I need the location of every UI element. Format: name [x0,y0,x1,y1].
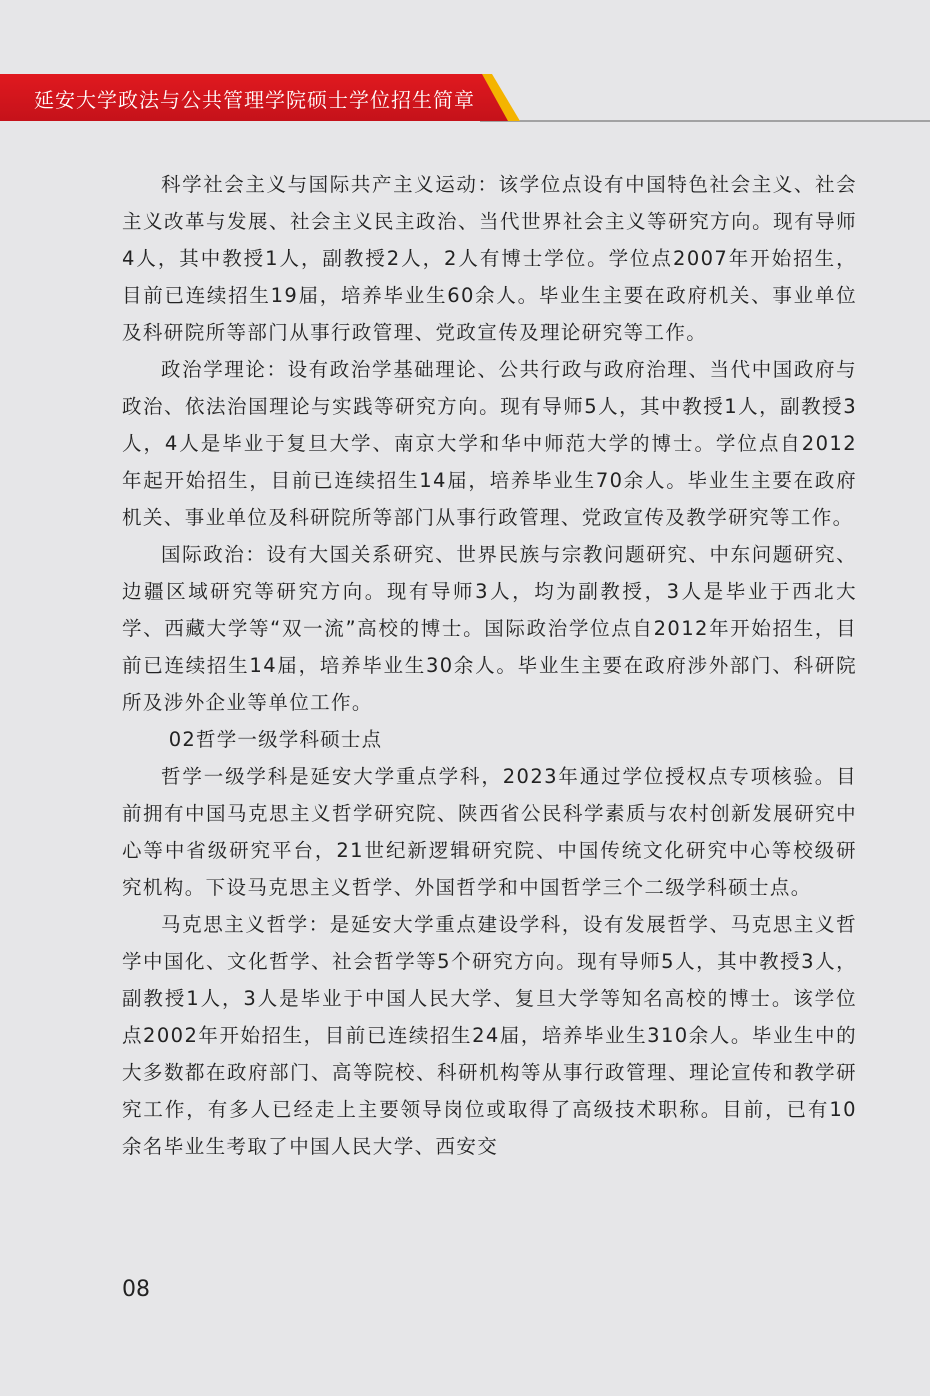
page-number: 08 [122,1277,150,1302]
paragraph-philosophy-overview: 哲学一级学科是延安大学重点学科，2023年通过学位授权点专项核验。目前拥有中国马克思主义哲学研究院、陕西省公民科学素质与农村创新发展研究中心等中省级研究平台，21世纪新逻辑研究院、中国传统文化研究中心等校级研究机构。下设马克思主义哲学、外国哲学和中国哲学三个二级学科硕士点。 [122,765,857,899]
paragraph-international-politics: 国际政治：设有大国关系研究、世界民族与宗教问题研究、中东问题研究、边疆区域研究等研究方向。现有导师3人，均为副教授，3人是毕业于西北大学、西藏大学等“双一流”高校的博士。国际政治学位点自2012年开始招生，目前已连续招生14届，培养毕业生30余人。毕业生主要在政府涉外部门、科研院所及涉外企业等单位工作。 [122,543,857,714]
paragraph-scientific-socialism: 科学社会主义与国际共产主义运动：该学位点设有中国特色社会主义、社会主义改革与发展、社会主义民主政治、当代世界社会主义等研究方向。现有导师4人，其中教授1人，副教授2人，2人有博士学位。学位点2007年开始招生，目前已连续招生19届，培养毕业生60余人。毕业生主要在政府机关、事业单位及科研院所等部门从事行政管理、党政宣传及理论研究等工作。 [122,173,857,344]
section-heading-philosophy: 02哲学一级学科硕士点 [168,728,383,751]
paragraph-political-theory: 政治学理论：设有政治学基础理论、公共行政与政府治理、当代中国政府与政治、依法治国理论与实践等研究方向。现有导师5人，其中教授1人，副教授3人，4人是毕业于复旦大学、南京大学和华中师范大学的博士。学位点自2012年起开始招生，目前已连续招生14届，培养毕业生70余人。毕业生主要在政府机关、事业单位及科研院所等部门从事行政管理、党政宣传及教学研究等工作。 [122,358,857,529]
paragraph-marxist-philosophy: 马克思主义哲学：是延安大学重点建设学科，设有发展哲学、马克思主义哲学中国化、文化哲学、社会哲学等5个研究方向。现有导师5人，其中教授3人，副教授1人，3人是毕业于中国人民大学、复旦大学等知名高校的博士。该学位点2002年开始招生，目前已连续招生24届，培养毕业生310余人。毕业生中的大多数都在政府部门、高等院校、科研机构等从事行政管理、理论宣传和教学研究工作，有多人已经走上主要领导岗位或取得了高级技术职称。目前，已有10余名毕业生考取了中国人民大学、西安交 [122,913,857,1158]
main-content [122,166,857,1165]
header-banner [0,74,930,126]
header-title: 延安大学政法与公共管理学院硕士学位招生简章 [34,88,475,112]
